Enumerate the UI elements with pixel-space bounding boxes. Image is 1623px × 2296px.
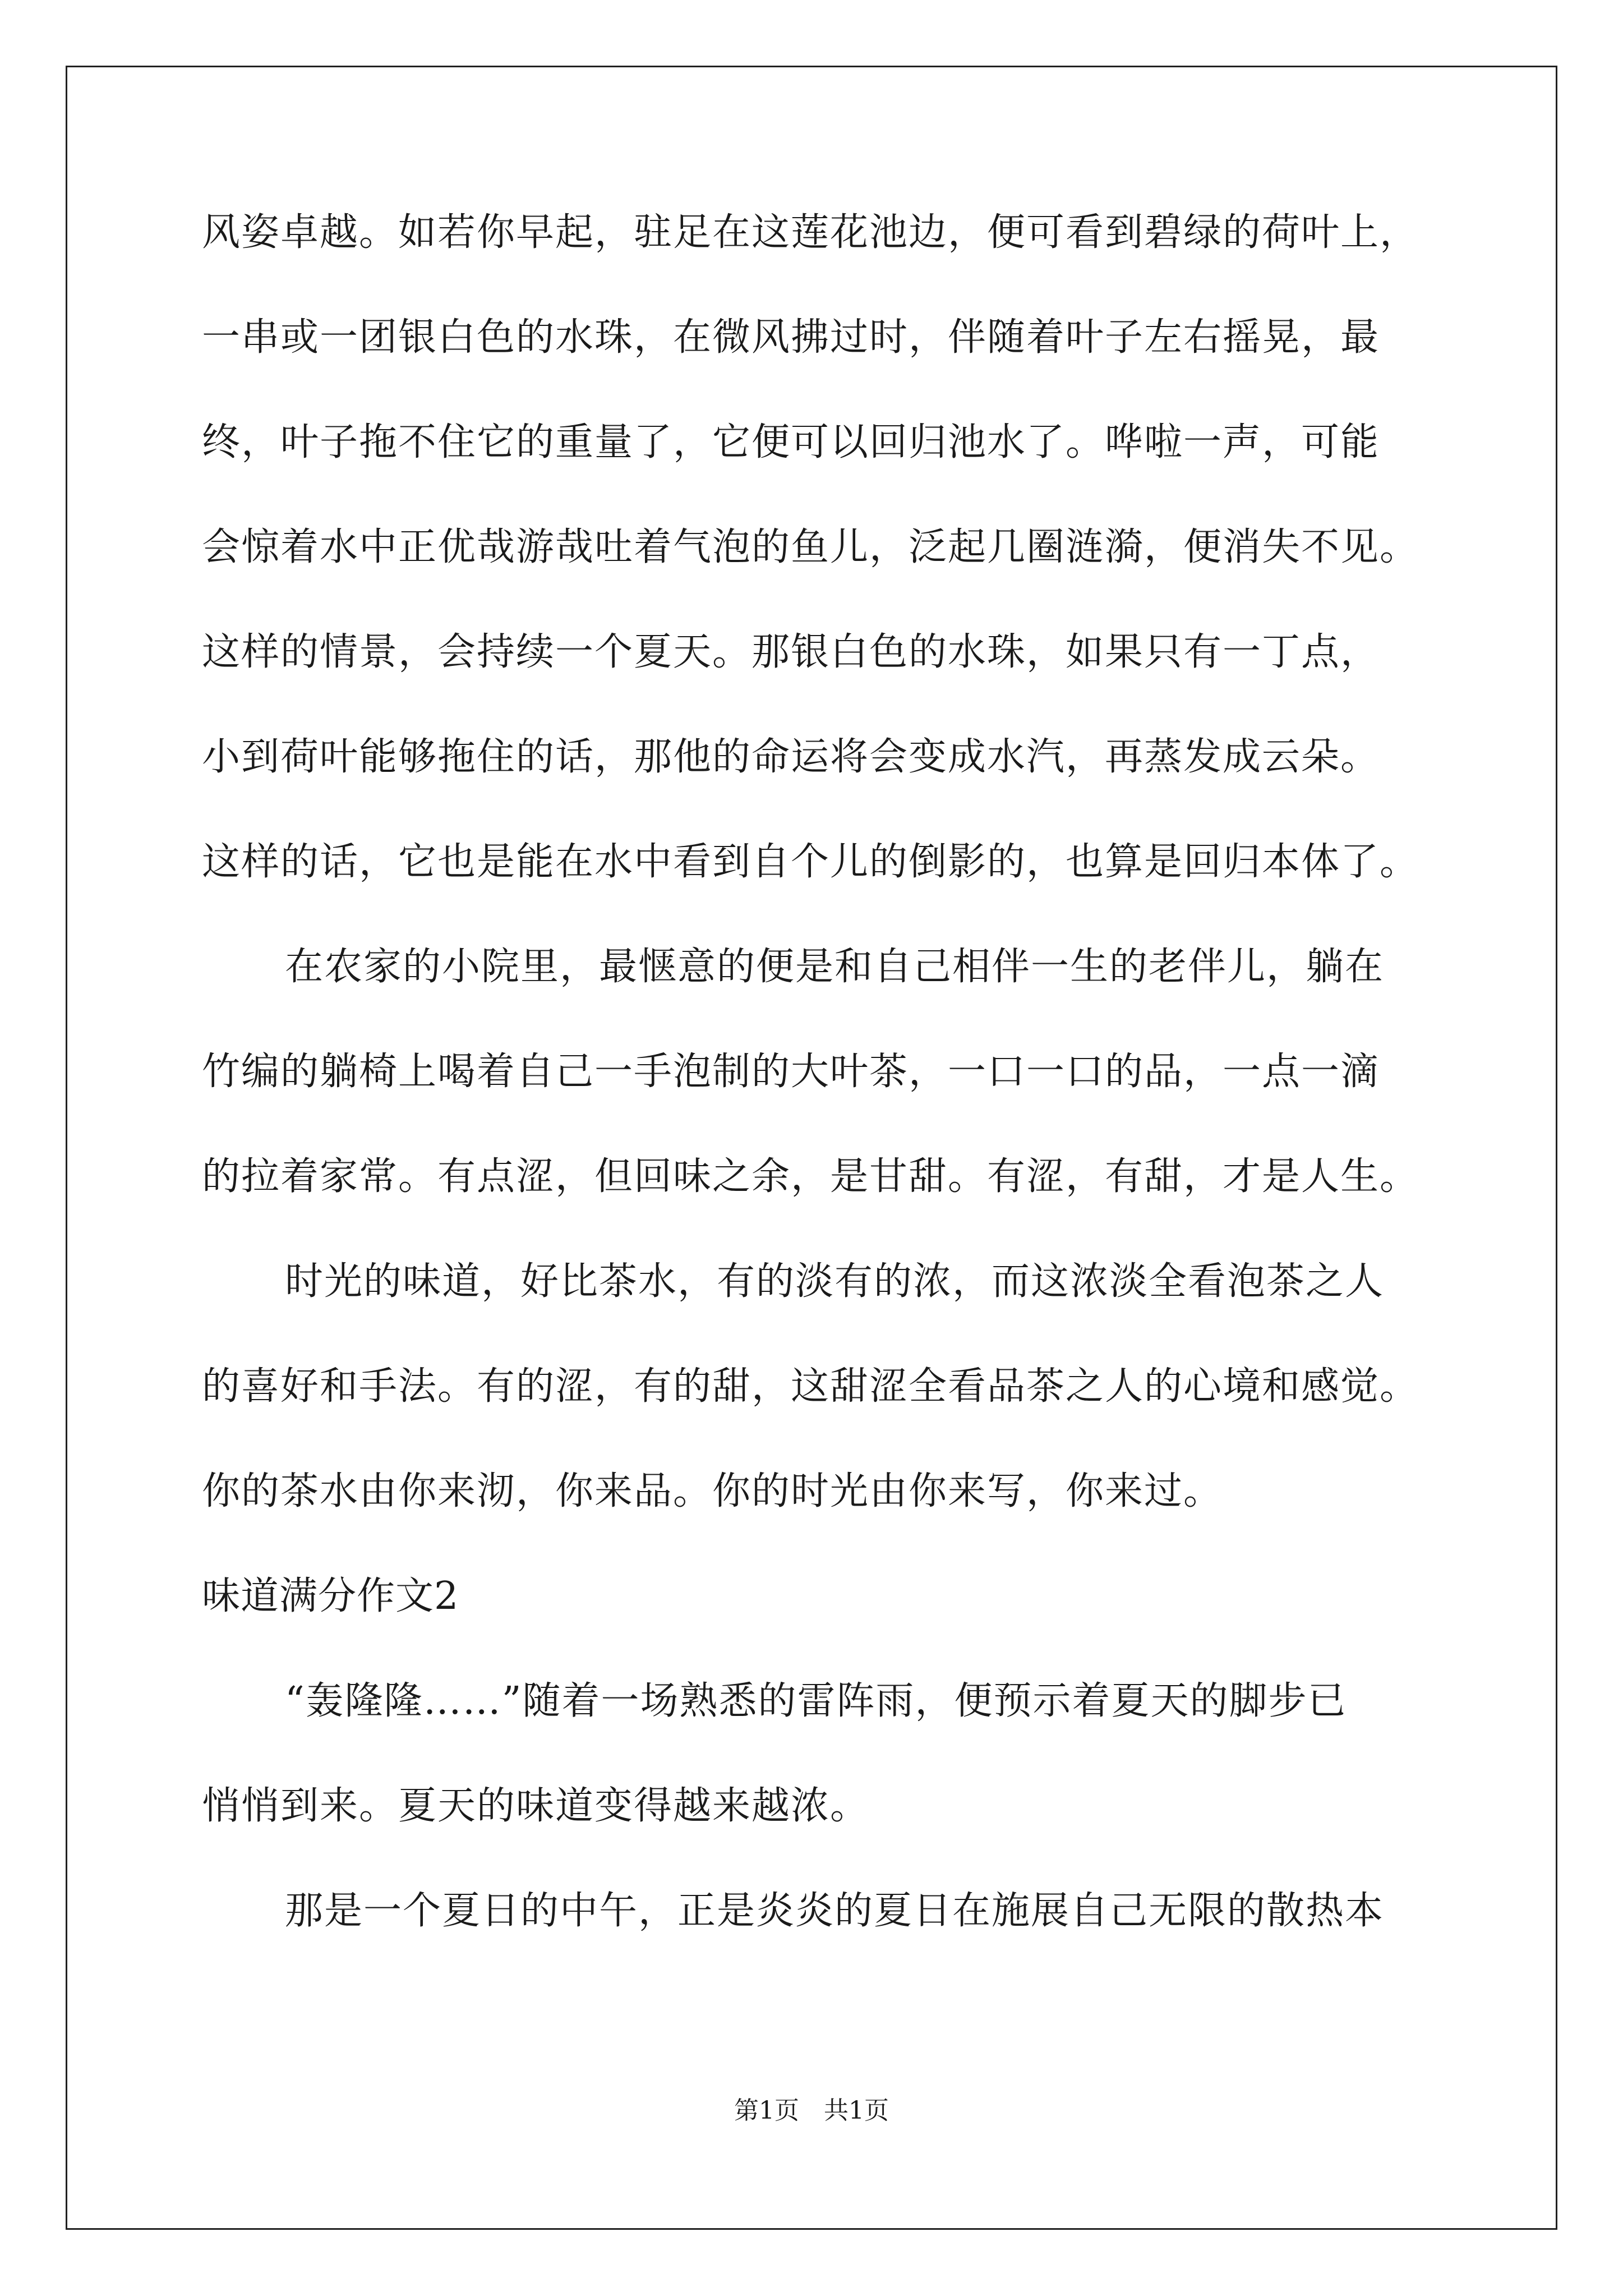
paragraph-line: 会惊着水中正优哉游哉吐着气泡的鱼儿，泛起几圈涟漪，便消失不见。 <box>202 525 1419 569</box>
document-body <box>202 210 1469 1996</box>
paragraph-line: 的喜好和手法。有的涩，有的甜，这甜涩全看品茶之人的心境和感觉。 <box>202 1364 1419 1409</box>
paragraph-line: 那是一个夏日的中午，正是炎炎的夏日在施展自己无限的散热本 <box>285 1889 1385 1933</box>
paragraph-line: 你的茶水由你来沏，你来品。你的时光由你来写，你来过。 <box>202 1469 1223 1513</box>
paragraph-line: 悄悄到来。夏天的味道变得越来越浓。 <box>202 1784 870 1828</box>
section-heading: 味道满分作文2 <box>202 1574 459 1618</box>
paragraph-line: 这样的情景，会持续一个夏天。那银白色的水珠，如果只有一丁点， <box>202 630 1380 674</box>
paragraph-line: 的拉着家常。有点涩，但回味之余，是甘甜。有涩，有甜，才是人生。 <box>202 1154 1419 1199</box>
paragraph-line: 风姿卓越。如若你早起，驻足在这莲花池边，便可看到碧绿的荷叶上， <box>202 210 1419 255</box>
paragraph-line: 这样的话，它也是能在水中看到自个儿的倒影的，也算是回归本体了。 <box>202 840 1419 884</box>
paragraph-line: 时光的味道，好比茶水，有的淡有的浓，而这浓淡全看泡茶之人 <box>285 1259 1385 1304</box>
paragraph-line: “轰隆隆……”随着一场熟悉的雷阵雨，便预示着夏天的脚步已 <box>285 1679 1347 1723</box>
paragraph-line: 在农家的小院里，最惬意的便是和自己相伴一生的老伴儿，躺在 <box>285 945 1385 989</box>
page-number-footer: 第1页 共1页 <box>734 2096 889 2125</box>
paragraph-line: 竹编的躺椅上喝着自己一手泡制的大叶茶，一口一口的品，一点一滴 <box>202 1050 1380 1094</box>
paragraph-line: 一串或一团银白色的水珠，在微风拂过时，伴随着叶子左右摇晃，最 <box>202 315 1380 360</box>
paragraph-line: 终，叶子拖不住它的重量了，它便可以回归池水了。哗啦一声，可能 <box>202 420 1380 464</box>
paragraph-line: 小到荷叶能够拖住的话，那他的命运将会变成水汽，再蒸发成云朵。 <box>202 735 1380 779</box>
